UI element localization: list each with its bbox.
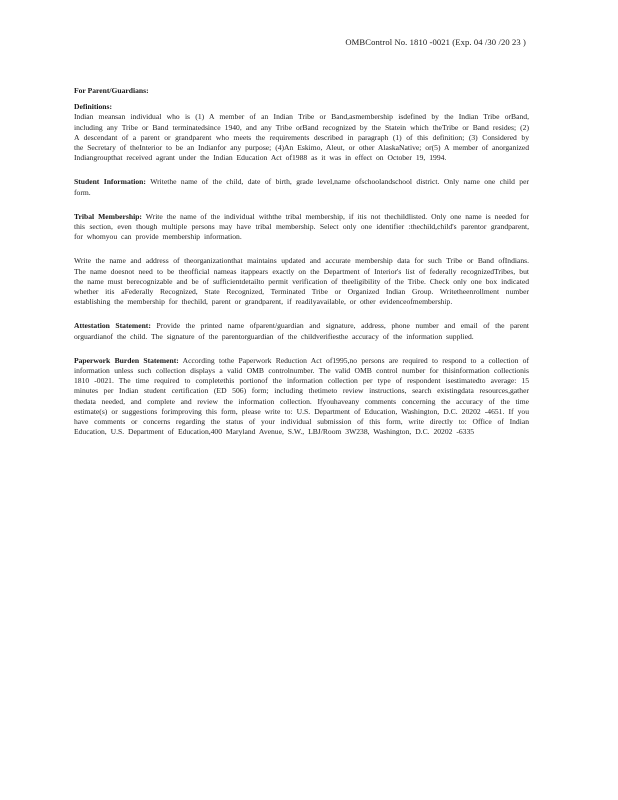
student-information-label: Student Information: — [74, 177, 146, 187]
student-information-text: Writethe name of the child, date of birth, grade level,name ofschoolandschool district. Only name one child per form. — [74, 177, 529, 197]
tribal-membership-paragraph — [74, 212, 529, 243]
paperwork-burden-paragraph — [74, 356, 529, 438]
tribal-membership-text: Write the name of the individual withthe tribal membership, if itis not thechildlisted. Only one name is needed for this section, even though multiple persons may have tribal membership. Select only one identifier :thechild,child's parentor grandparent, for whomyou can provide membership information. — [74, 211, 530, 242]
paperwork-burden-text: According tothe Paperwork Reduction Act of1995,no persons are required to respond to a collection of information unless such collection displays a valid OMB controlnumber. The valid OMB control number for thisinformation collectionis 1810 -0021. The time required to completethis portionof the information collection per type of respondent isestimatedto average: 15 minutes per Indian student certification (ED 506) form; including thetimeto review instructions, search existingdata resources,gather thedata needed, and complete and review the information collection. Ifyouhaveany comments concerning the accuracy of the time estimate(s) or suggestions forimproving this form, please write to: U.S. Department of Education, Washington, D.C. 20202 -4651. If you have comments or concerns regarding the status of your individual submission of this form, write directly to: Office of Indian Education, U.S. Department of Education,400 Maryland Avenue, S.W., LBJ/Room 3W238, Washington, D.C. 20202 -6335 — [74, 355, 530, 437]
document-body — [74, 86, 529, 451]
definitions-heading: Definitions: — [74, 102, 112, 112]
omb-control-number: OMBControl No. 1810 -0021 (Exp. 04 /30 /20 23 ) — [345, 37, 526, 47]
attestation-paragraph — [74, 321, 529, 341]
attestation-label: Attestation Statement: — [74, 321, 151, 331]
tribal-membership-paragraph-2: Write the name and address of theorganizationthat maintains updated and accurate membership data for such Tribe or Band ofIndians. The name doesnot need to be theofficial nameas itappears exactly on the Department of Interior's list of federally recognizedTribes, but the name must berecognizable and be of sufficientdetailto permit verification of theeligibility of the Tribe. Check only one box indicated whether itis aFederally Recognized, State Recognized, Terminated Tribe or Organized Indian Group. Writetheenrollment number establishing the membership for thechild, parent or grandparent, if readilyavailable, or other evidenceofmembership. — [74, 256, 529, 307]
section-title: For Parent/Guardians: — [74, 86, 149, 95]
paperwork-burden-label: Paperwork Burden Statement: — [74, 355, 179, 365]
attestation-text: Provide the printed name ofparent/guardian and signature, address, phone number and email of the parent orguardianof the child. The signature of the parentorguardian of the childverifiesthe accuracy of the information supplied. — [74, 321, 529, 341]
definitions-text: Indian meansan individual who is (1) A member of an Indian Tribe or Band,asmembership isdefined by the Indian Tribe orBand, including any Tribe or Band terminatedsince 1940, and any Tribe orBand recognized by the Statein which theTribe or Band resides; (2) A descendant of a parent or grandparent who meets the requirements described in paragraph (1) of this definition; (3) Considered by the Secretary of theInterior to be an Indianfor any purpose; (4)An Eskimo, Aleut, or other AlaskaNative; or(5) A member of anorganized Indiangroupthat received agrant under the Indian Education Act of1988 as it was in effect on October 19, 1994. — [74, 112, 529, 163]
student-information-paragraph — [74, 177, 529, 197]
tribal-membership-label: Tribal Membership: — [74, 211, 142, 221]
